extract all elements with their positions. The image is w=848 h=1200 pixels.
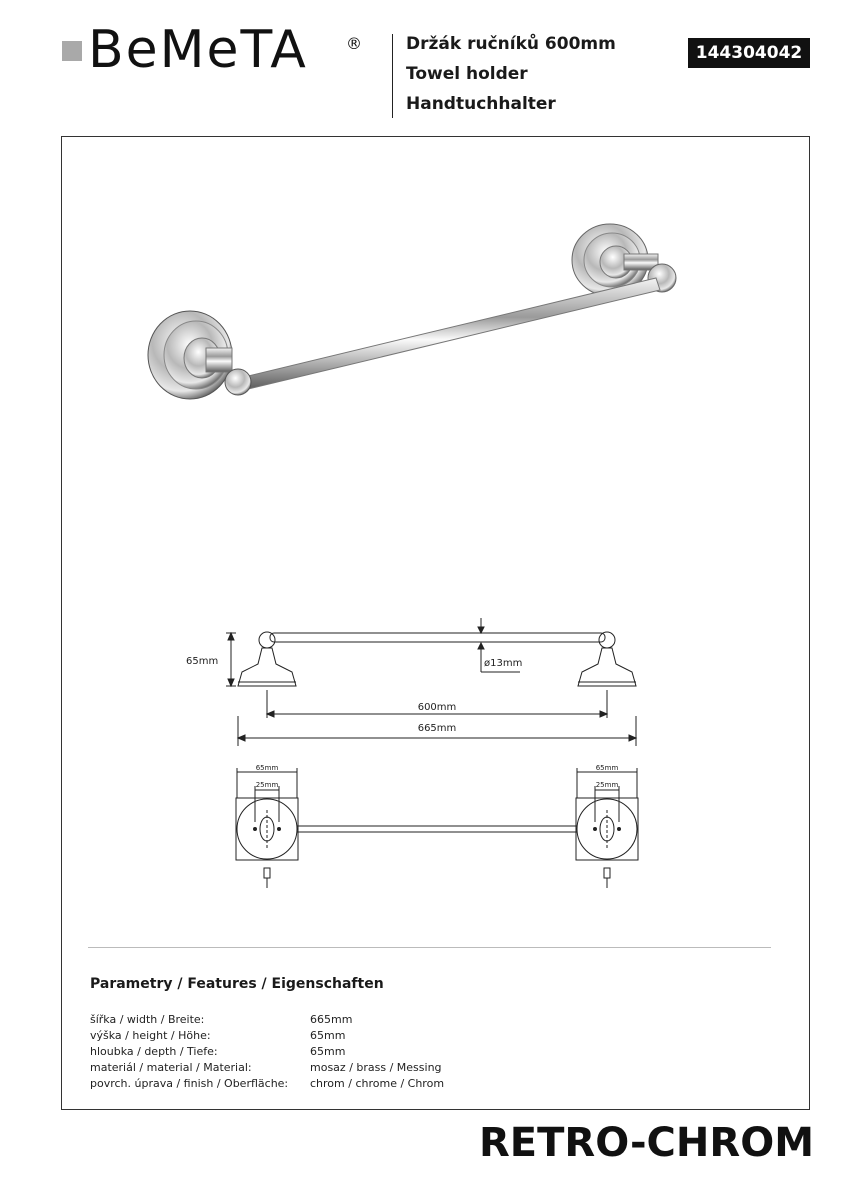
spec-label: výška / height / Höhe: xyxy=(90,1029,211,1042)
technical-drawing xyxy=(180,600,660,890)
logo-square xyxy=(62,41,82,61)
brand-logo: BeMeTA xyxy=(88,20,308,80)
towel-bar xyxy=(240,278,660,390)
spec-value: mosaz / brass / Messing xyxy=(310,1061,442,1074)
product-code-badge: 144304042 xyxy=(688,38,810,68)
title-german: Handtuchhalter xyxy=(406,94,556,114)
spec-value: chrom / chrome / Chrom xyxy=(310,1077,445,1090)
spec-value: 65mm xyxy=(310,1029,346,1042)
inner-width-dimension-label: 600mm xyxy=(417,702,457,713)
title-english: Towel holder xyxy=(406,64,528,84)
features-divider xyxy=(88,947,771,948)
spec-label: materiál / material / Material: xyxy=(90,1061,252,1074)
features-heading: Parametry / Features / Eigenschaften xyxy=(90,976,384,992)
height-dimension-label: 65mm xyxy=(186,656,219,667)
right-hole-spacing-label: 25mm xyxy=(595,781,619,789)
left-wall-flange xyxy=(148,311,251,399)
outer-width-dimension-label: 665mm xyxy=(417,723,457,734)
header-divider xyxy=(392,34,393,118)
spec-label: šířka / width / Breite: xyxy=(90,1013,205,1026)
spec-label: povrch. úprava / finish / Oberfläche: xyxy=(90,1077,289,1090)
title-czech: Držák ručníků 600mm xyxy=(406,34,616,54)
spec-label: hloubka / depth / Tiefe: xyxy=(90,1045,218,1058)
spec-value: 65mm xyxy=(310,1045,346,1058)
left-flange-width-label: 65mm xyxy=(255,764,279,772)
product-photo xyxy=(140,220,700,430)
registered-mark: ® xyxy=(346,34,362,53)
left-hole-spacing-label: 25mm xyxy=(255,781,279,789)
spec-value: 665mm xyxy=(310,1013,353,1026)
right-flange-width-label: 65mm xyxy=(595,764,619,772)
series-name: RETRO-CHROM xyxy=(479,1120,814,1166)
diameter-dimension-label: ø13mm xyxy=(484,658,523,669)
top-view xyxy=(236,768,638,888)
